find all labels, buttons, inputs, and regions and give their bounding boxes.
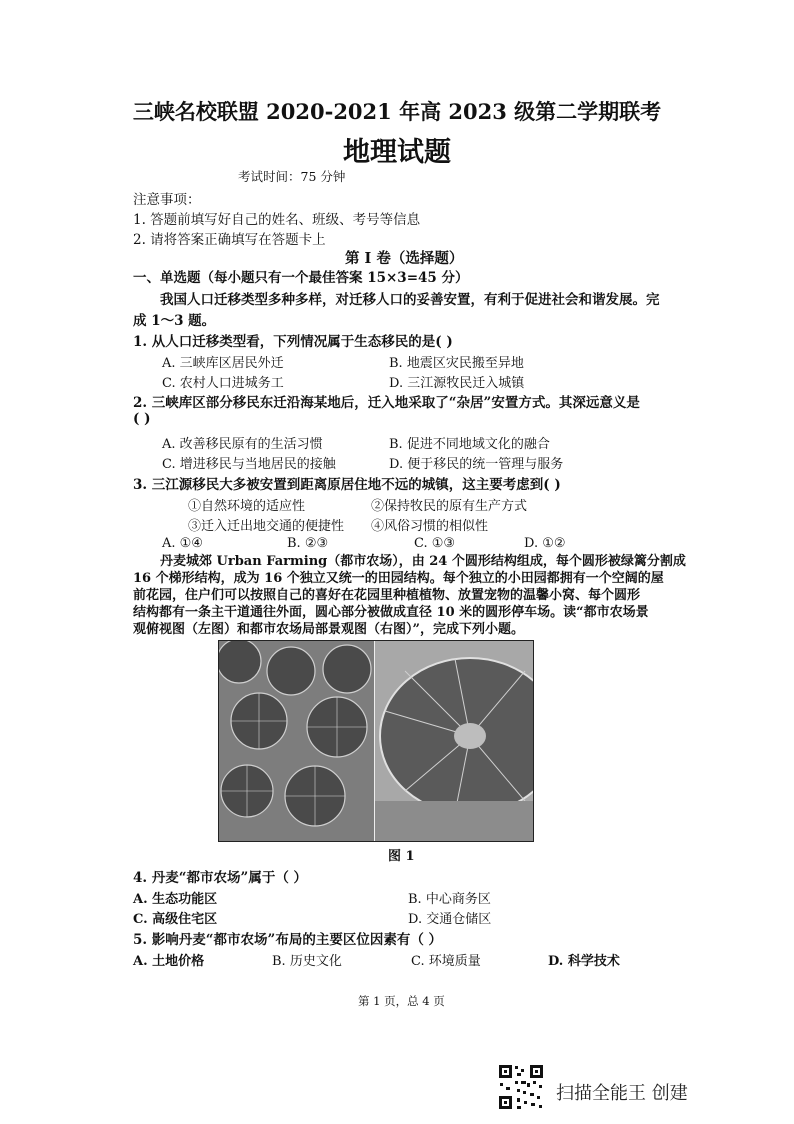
q4-option-a[interactable]: A. 生态功能区 xyxy=(133,892,218,907)
intro1-line1: 我国人口迁移类型多种多样，对迁移人口的妥善安置，有利于促进社会和谐发展。完 xyxy=(160,292,660,308)
q4-option-b[interactable]: B. 中心商务区 xyxy=(408,892,491,907)
aerial-circles-graphic xyxy=(219,641,374,841)
q3-item-3: ③迁入迁出地交通的便捷性 xyxy=(188,519,345,534)
q3-stem: 3. 三江源移民大多被安置到距离原居住地不远的城镇，这主要考虑到( ) xyxy=(133,477,561,493)
farm-aerial-view xyxy=(219,641,374,841)
intro2-line4: 结构都有一条主干道通往外面，圆心部分被做成直径 10 米的圆形停车场。读“都市农场景 xyxy=(133,605,649,620)
exam-title: 三峡名校联盟 2020-2021 年高 2023 级第二学期联考 xyxy=(132,99,662,124)
q2-stem-line2: ( ) xyxy=(133,411,151,427)
intro2-line5: 观俯视图（左图）和都市农场局部景观图（右图）”，完成下列小题。 xyxy=(133,622,524,637)
q5-stem: 5. 影响丹麦“都市农场”布局的主要区位因素有（ ） xyxy=(133,932,443,948)
q3-option-d[interactable]: D. ①② xyxy=(524,536,566,551)
q5-option-b[interactable]: B. 历史文化 xyxy=(272,954,342,969)
q3-item-2: ②保持牧民的原有生产方式 xyxy=(371,499,528,514)
notes-heading: 注意事项： xyxy=(133,192,201,208)
figure-caption: 图 1 xyxy=(388,849,415,864)
scanner-brand-label: 扫描全能王 创建 xyxy=(556,1083,688,1104)
note-item-1: 1. 答题前填写好自己的姓名、班级、考号等信息 xyxy=(133,212,421,228)
q1-option-c[interactable]: C. 农村人口进城务工 xyxy=(162,376,284,391)
q2-stem-line1: 2. 三峡库区部分移民东迁沿海某地后，迁入地采取了“杂居”安置方式。其深远意义是 xyxy=(133,395,640,411)
exam-time: 考试时间：75 分钟 xyxy=(238,169,346,184)
subject-title: 地理试题 xyxy=(343,137,451,168)
q2-option-a[interactable]: A. 改善移民原有的生活习惯 xyxy=(162,437,323,452)
qr-code-icon xyxy=(497,1063,545,1111)
note-item-2: 2. 请将答案正确填写在答题卡上 xyxy=(133,232,326,248)
q3-option-a[interactable]: A. ①④ xyxy=(162,536,203,551)
intro2-line2: 16 个梯形结构，成为 16 个独立又统一的田园结构。每个独立的小田园都拥有一个空阔的屋 xyxy=(133,571,664,586)
intro2-line3: 前花园，住户们可以按照自己的喜好在花园里种植植物、放置宠物的温馨小窝、每个圆形 xyxy=(133,588,641,603)
q4-option-d[interactable]: D. 交通仓储区 xyxy=(408,912,492,927)
q1-option-d[interactable]: D. 三江源牧民迁入城镇 xyxy=(389,376,525,391)
q1-option-a[interactable]: A. 三峡库区居民外迁 xyxy=(162,356,284,371)
q1-stem: 1. 从人口迁移类型看，下列情况属于生态移民的是( ) xyxy=(133,334,453,350)
q2-option-c[interactable]: C. 增进移民与当地居民的接触 xyxy=(162,457,336,472)
q3-item-1: ①自然环境的适应性 xyxy=(188,499,306,514)
q5-option-a[interactable]: A. 土地价格 xyxy=(133,954,205,969)
q4-stem: 4. 丹麦“都市农场”属于（ ） xyxy=(133,870,308,886)
q2-option-b[interactable]: B. 促进不同地域文化的融合 xyxy=(389,437,550,452)
page-number: 第 1 页，总 4 页 xyxy=(358,994,445,1008)
q5-option-d[interactable]: D. 科学技术 xyxy=(548,954,620,969)
q2-option-d[interactable]: D. 便于移民的统一管理与服务 xyxy=(389,457,564,472)
section-title: 第 I 卷（选择题） xyxy=(345,250,464,267)
part-title: 一、单选题（每小题只有一个最佳答案 15×3=45 分） xyxy=(133,270,469,286)
intro1-line2: 成 1～3 题。 xyxy=(133,313,216,329)
q3-item-4: ④风俗习惯的相似性 xyxy=(371,519,489,534)
q4-option-c[interactable]: C. 高级住宅区 xyxy=(133,912,218,927)
urban-farm-figure xyxy=(218,640,534,842)
q5-option-c[interactable]: C. 环境质量 xyxy=(411,954,481,969)
q1-option-b[interactable]: B. 地震区灾民搬至异地 xyxy=(389,356,524,371)
local-view-graphic xyxy=(375,641,533,841)
farm-local-view xyxy=(375,641,533,841)
q3-option-b[interactable]: B. ②③ xyxy=(287,536,329,551)
intro2-line1: 丹麦城郊 Urban Farming（都市农场），由 24 个圆形结构组成，每个圆形被绿篱分割成 xyxy=(160,554,686,569)
q3-option-c[interactable]: C. ①③ xyxy=(414,536,456,551)
